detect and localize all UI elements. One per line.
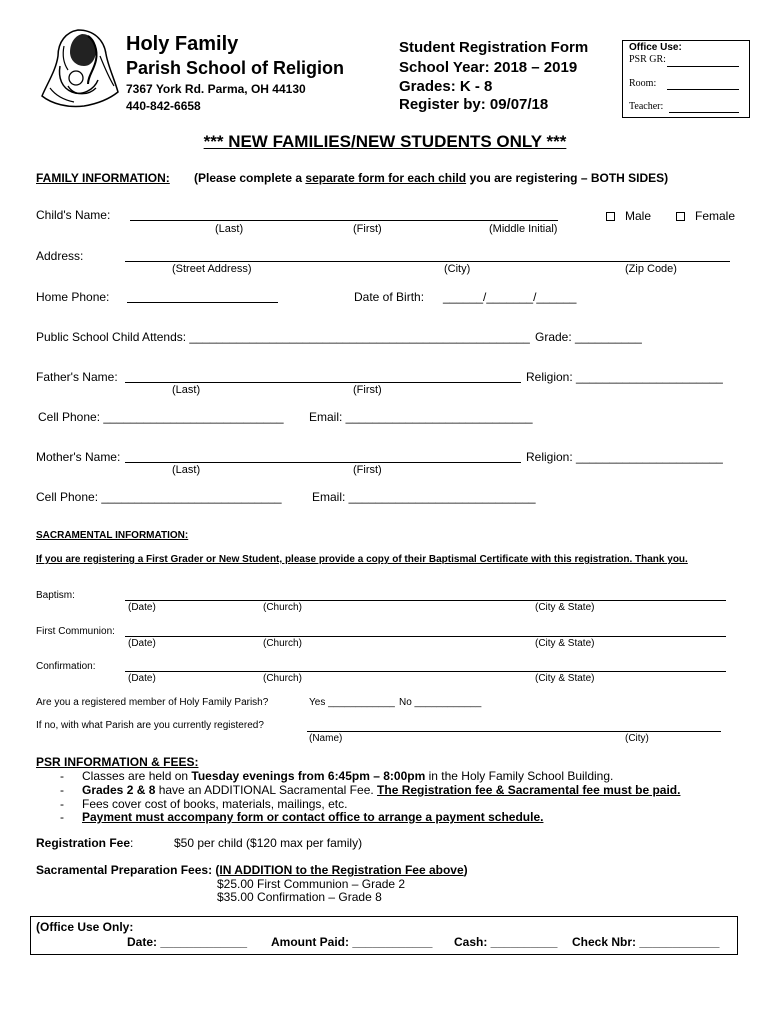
office-check-field[interactable]: Check Nbr: ____________ xyxy=(572,935,720,949)
confirmation-date-caption: (Date) xyxy=(128,673,156,684)
child-name-label: Child's Name: xyxy=(36,208,111,222)
street-caption: (Street Address) xyxy=(172,263,252,275)
baptism-date-caption: (Date) xyxy=(128,602,156,613)
dob-label: Date of Birth: xyxy=(354,290,425,304)
first-communion-label: First Communion: xyxy=(36,626,115,637)
psr-bullet-3: - Fees cover cost of books, materials, mailings, etc. xyxy=(60,797,348,811)
grades: Grades: K - 8 xyxy=(399,78,493,95)
office-use-title: Office Use: xyxy=(629,42,682,53)
school-year: School Year: 2018 – 2019 xyxy=(399,59,578,76)
family-instruction: (Please complete a separate form for each child you are registering – BOTH SIDES) xyxy=(194,171,669,185)
school-name: Holy Family xyxy=(126,33,239,55)
psr-heading: PSR INFORMATION & FEES: xyxy=(36,755,199,769)
father-first-caption: (First) xyxy=(353,384,382,396)
psr-bullet-2: - Grades 2 & 8 have an ADDITIONAL Sacramental Fee. The Registration fee & Sacramental fee must be paid. xyxy=(60,783,681,797)
zip-caption: (Zip Code) xyxy=(625,263,677,275)
psr-bullet-4: - Payment must accompany form or contact office to arrange a payment schedule. xyxy=(60,810,544,824)
home-phone-field[interactable] xyxy=(127,302,278,303)
psr-bullet-1: - Classes are held on Tuesday evenings from 6:45pm – 8:00pm in the Holy Family School Building. xyxy=(60,769,614,783)
communion-church-caption: (Church) xyxy=(263,638,302,649)
room-label: Room: xyxy=(629,78,657,89)
psr-gr-label: PSR GR: xyxy=(629,54,666,65)
office-footer-box xyxy=(30,916,738,955)
baptism-city-caption: (City & State) xyxy=(535,602,595,613)
communion-date-caption: (Date) xyxy=(128,638,156,649)
home-phone-label: Home Phone: xyxy=(36,290,110,304)
new-families-banner: *** NEW FAMILIES/NEW STUDENTS ONLY *** xyxy=(203,132,567,151)
confirmation-fee: $35.00 Confirmation – Grade 8 xyxy=(217,890,382,904)
father-email-field[interactable]: Email: ____________________________ xyxy=(309,410,533,424)
child-middle-caption: (Middle Initial) xyxy=(489,223,558,235)
holy-family-logo-icon xyxy=(38,26,124,110)
office-date-field[interactable]: Date: _____________ xyxy=(127,935,248,949)
first-communion-field[interactable] xyxy=(125,636,726,637)
baptism-church-caption: (Church) xyxy=(263,602,302,613)
father-name-field[interactable] xyxy=(125,382,521,383)
male-checkbox[interactable]: Male xyxy=(606,209,651,223)
sacramental-heading: SACRAMENTAL INFORMATION: xyxy=(36,530,189,541)
address-field[interactable] xyxy=(125,261,730,262)
father-last-caption: (Last) xyxy=(172,384,201,396)
school-subtitle: Parish School of Religion xyxy=(126,58,345,78)
child-first-caption: (First) xyxy=(353,223,382,235)
grade-field[interactable]: Grade: __________ xyxy=(535,330,642,344)
confirmation-field[interactable] xyxy=(125,671,726,672)
female-checkbox-icon xyxy=(676,212,685,221)
parish-city-caption: (City) xyxy=(625,733,649,744)
psr-gr-field[interactable] xyxy=(667,66,739,67)
father-cell-phone-field[interactable]: Cell Phone: ___________________________ xyxy=(38,410,284,424)
confirmation-label: Confirmation: xyxy=(36,661,96,672)
mother-name-label: Mother's Name: xyxy=(36,450,121,464)
city-caption: (City) xyxy=(444,263,471,275)
member-question: Are you a registered member of Holy Family Parish? xyxy=(36,697,269,708)
family-info-heading: FAMILY INFORMATION: xyxy=(36,171,170,185)
school-phone: 440-842-6658 xyxy=(126,99,201,113)
communion-fee: $25.00 First Communion – Grade 2 xyxy=(217,877,406,891)
communion-city-caption: (City & State) xyxy=(535,638,595,649)
parish-field[interactable] xyxy=(307,731,721,732)
teacher-label: Teacher: xyxy=(629,101,664,112)
member-yes-field[interactable]: Yes ____________ xyxy=(309,697,395,708)
confirmation-church-caption: (Church) xyxy=(263,673,302,684)
school-address: 7367 York Rd. Parma, OH 44130 xyxy=(126,82,306,96)
public-school-field[interactable]: Public School Child Attends: ___________________________________________________ xyxy=(36,330,530,344)
mother-email-field[interactable]: Email: ____________________________ xyxy=(312,490,536,504)
father-name-label: Father's Name: xyxy=(36,370,118,384)
baptism-label: Baptism: xyxy=(36,590,75,601)
address-label: Address: xyxy=(36,249,84,263)
office-footer-title: (Office Use Only: xyxy=(36,920,134,934)
register-by: Register by: 09/07/18 xyxy=(399,96,549,113)
female-checkbox[interactable]: Female xyxy=(676,209,735,223)
room-field[interactable] xyxy=(667,89,739,90)
confirmation-city-caption: (City & State) xyxy=(535,673,595,684)
baptism-field[interactable] xyxy=(125,600,726,601)
child-name-field[interactable] xyxy=(130,220,558,221)
member-no-field[interactable]: No ____________ xyxy=(399,697,482,708)
father-religion-field[interactable]: Religion: ______________________ xyxy=(526,370,723,384)
child-last-caption: (Last) xyxy=(215,223,244,235)
male-checkbox-icon xyxy=(606,212,615,221)
office-use-box xyxy=(622,40,750,118)
mother-religion-field[interactable]: Religion: ______________________ xyxy=(526,450,723,464)
office-amount-field[interactable]: Amount Paid: ____________ xyxy=(271,935,433,949)
mother-last-caption: (Last) xyxy=(172,464,201,476)
sacramental-fees-label: Sacramental Preparation Fees: (IN ADDITION to the Registration Fee above) xyxy=(36,863,468,877)
registration-fee-value: $50 per child ($120 max per family) xyxy=(174,836,363,850)
mother-cell-phone-field[interactable]: Cell Phone: ___________________________ xyxy=(36,490,282,504)
parish-question: If no, with what Parish are you currently registered? xyxy=(36,720,264,731)
office-cash-field[interactable]: Cash: __________ xyxy=(454,935,558,949)
form-title: Student Registration Form xyxy=(399,39,589,56)
dob-field[interactable]: ______/_______/______ xyxy=(443,290,577,304)
mother-first-caption: (First) xyxy=(353,464,382,476)
registration-fee-label: Registration Fee: xyxy=(36,836,134,850)
teacher-field[interactable] xyxy=(669,112,739,113)
sacramental-note: If you are registering a First Grader or New Student, please provide a copy of their Baptismal Certificate with this registration. Thank you. xyxy=(36,554,688,565)
mother-name-field[interactable] xyxy=(125,462,521,463)
parish-name-caption: (Name) xyxy=(309,733,343,744)
